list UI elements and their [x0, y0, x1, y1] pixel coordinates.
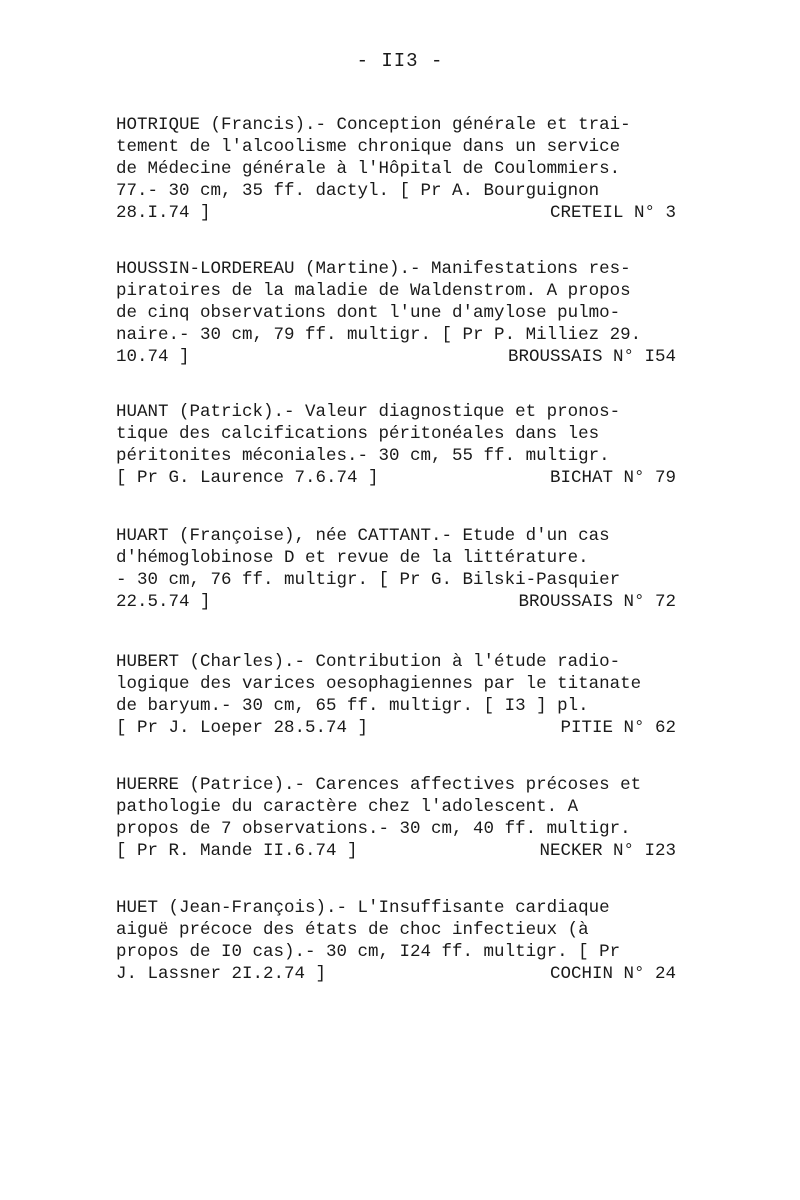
- thesis-entry: [116, 401, 676, 489]
- entry-text-line: HOTRIQUE (Francis).- Conception générale et trai-: [116, 115, 631, 135]
- entry-last-line: [116, 346, 676, 368]
- entry-text-line: aiguë précoce des états de choc infectieux (à: [116, 920, 589, 940]
- entry-reference: 22.5.74 ]: [116, 592, 211, 612]
- entry-reference: [ Pr R. Mande II.6.74 ]: [116, 841, 358, 861]
- entry-text-line: HUBERT (Charles).- Contribution à l'étude radio-: [116, 652, 621, 672]
- entry-location: BROUSSAIS N° I54: [507, 347, 676, 367]
- entry-location: CRETEIL N° 3: [549, 203, 676, 223]
- entry-last-line: [116, 202, 676, 224]
- entry-text-line: HUERRE (Patrice).- Carences affectives précoses et: [116, 775, 642, 795]
- thesis-entry: [116, 258, 676, 368]
- entry-text-line: - 30 cm, 76 ff. multigr. [ Pr G. Bilski-Pasquier: [116, 570, 621, 590]
- thesis-entry: [116, 897, 676, 985]
- entry-last-line: [116, 717, 676, 739]
- entry-text-line: HUET (Jean-François).- L'Insuffisante cardiaque: [116, 898, 610, 918]
- entry-text-line: 77.- 30 cm, 35 ff. dactyl. [ Pr A. Bourguignon: [116, 181, 600, 201]
- entry-reference: [ Pr G. Laurence 7.6.74 ]: [116, 468, 379, 488]
- thesis-entry: [116, 651, 676, 739]
- thesis-entry: [116, 114, 676, 224]
- entry-text-line: logique des varices oesophagiennes par le titanate: [116, 674, 642, 694]
- entry-last-line: [116, 591, 676, 613]
- entry-text-line: HUART (Françoise), née CATTANT.- Etude d'un cas: [116, 526, 610, 546]
- entry-reference: 10.74 ]: [116, 347, 190, 367]
- entry-text-line: pathologie du caractère chez l'adolescent. A: [116, 797, 579, 817]
- entry-text-line: propos de I0 cas).- 30 cm, I24 ff. multigr. [ Pr: [116, 942, 621, 962]
- entry-location: BICHAT N° 79: [549, 468, 676, 488]
- entry-location: COCHIN N° 24: [549, 964, 676, 984]
- entry-text-line: HOUSSIN-LORDEREAU (Martine).- Manifestations res-: [116, 259, 631, 279]
- entry-text-line: tement de l'alcoolisme chronique dans un service: [116, 137, 621, 157]
- entry-text-line: HUANT (Patrick).- Valeur diagnostique et pronos-: [116, 402, 621, 422]
- entry-text-line: péritonites méconiales.- 30 cm, 55 ff. multigr.: [116, 446, 610, 466]
- entry-location: BROUSSAIS N° 72: [518, 592, 676, 612]
- entry-text-line: de Médecine générale à l'Hôpital de Coulommiers.: [116, 159, 621, 179]
- entry-location: PITIE N° 62: [560, 718, 676, 738]
- entry-text-line: propos de 7 observations.- 30 cm, 40 ff. multigr.: [116, 819, 631, 839]
- entry-text-line: de cinq observations dont l'une d'amylose pulmo-: [116, 303, 621, 323]
- entry-text-line: naire.- 30 cm, 79 ff. multigr. [ Pr P. Milliez 29.: [116, 325, 642, 345]
- thesis-entry: [116, 525, 676, 613]
- thesis-entry: [116, 774, 676, 862]
- entry-reference: J. Lassner 2I.2.74 ]: [116, 964, 327, 984]
- entry-text-line: piratoires de la maladie de Waldenstrom. A propos: [116, 281, 631, 301]
- entry-reference: [ Pr J. Loeper 28.5.74 ]: [116, 718, 369, 738]
- entry-last-line: [116, 840, 676, 862]
- entry-reference: 28.I.74 ]: [116, 203, 211, 223]
- entry-last-line: [116, 467, 676, 489]
- entry-last-line: [116, 963, 676, 985]
- page-number: - II3 -: [356, 50, 444, 72]
- entry-text-line: d'hémoglobinose D et revue de la littérature.: [116, 548, 589, 568]
- entry-text-line: de baryum.- 30 cm, 65 ff. multigr. [ I3 ] pl.: [116, 696, 589, 716]
- entry-text-line: tique des calcifications péritonéales dans les: [116, 424, 600, 444]
- entry-location: NECKER N° I23: [539, 841, 676, 861]
